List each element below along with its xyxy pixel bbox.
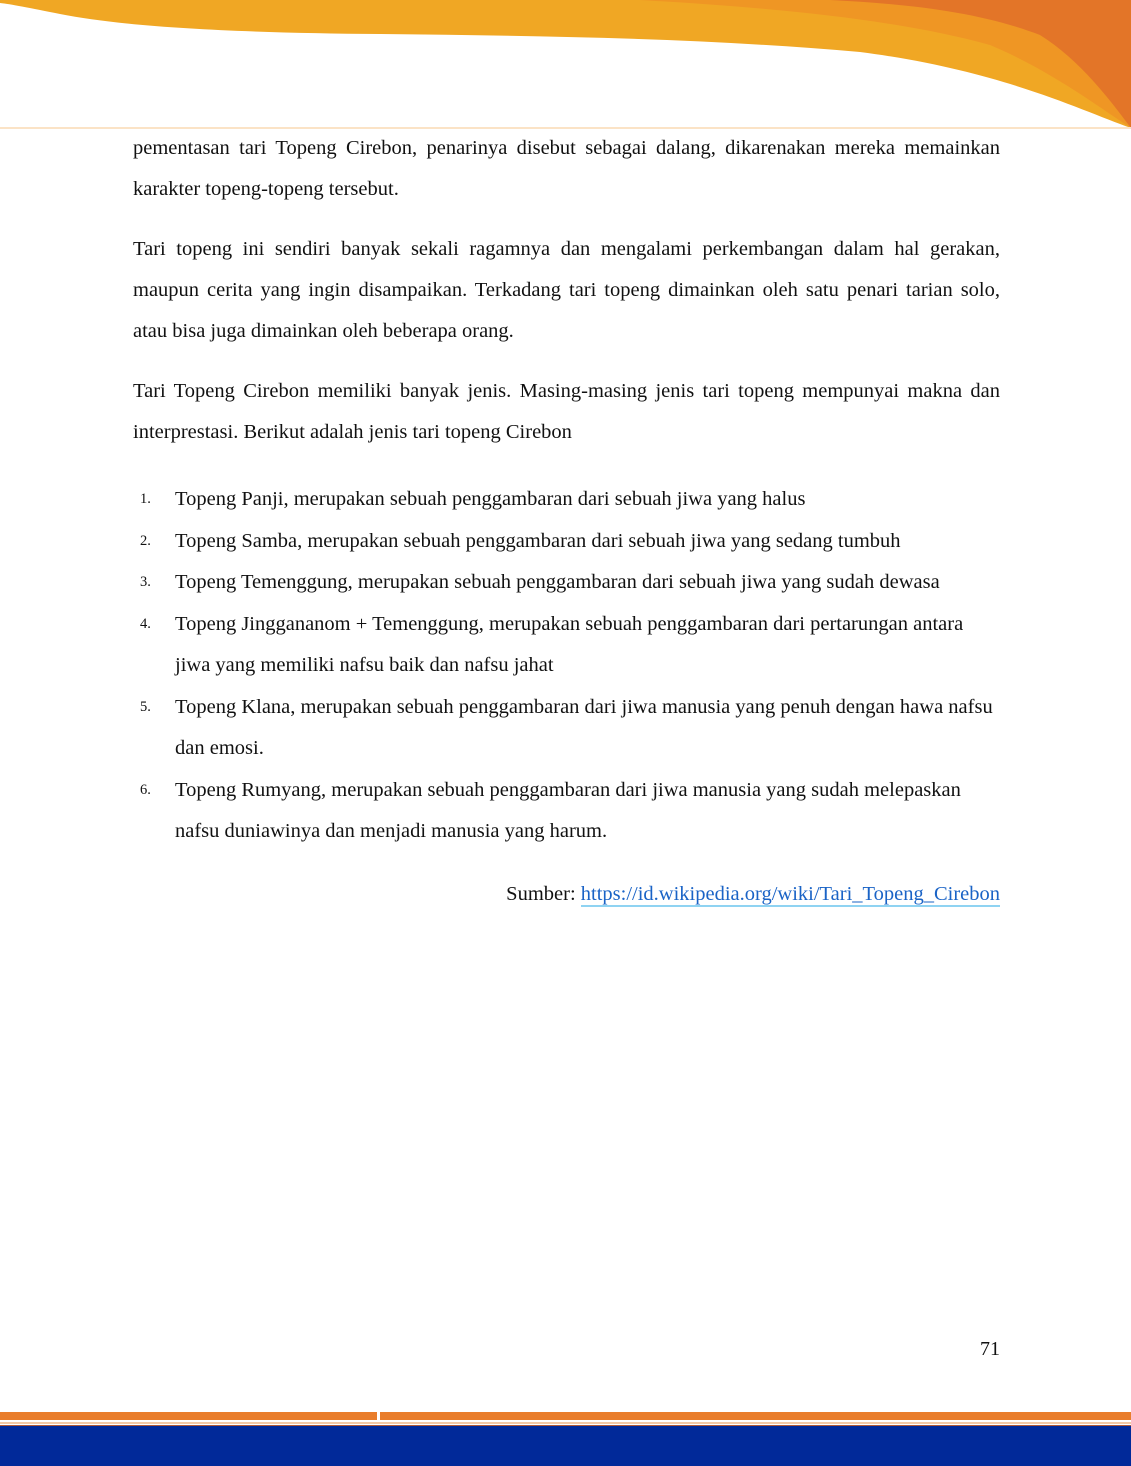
page-number: 71	[980, 1338, 1000, 1360]
list-number: 5.	[140, 698, 151, 715]
list-item-text: Topeng Panji, merupakan sebuah penggambaran dari sebuah jiwa yang halus	[175, 488, 806, 510]
source-citation	[133, 874, 1000, 915]
list-item	[133, 687, 1000, 770]
list-item-text: Topeng Temenggung, merupakan sebuah penggambaran dari sebuah jiwa yang sudah dewasa	[175, 571, 940, 593]
list-item	[133, 479, 1000, 521]
paragraph-1: pementasan tari Topeng Cirebon, penarinya disebut sebagai dalang, dikarenakan mereka memainkan karakter topeng-topeng tersebut.	[133, 137, 1000, 200]
footer-blue-band	[0, 1425, 1131, 1466]
list-number: 2.	[140, 532, 151, 549]
paragraph-2: Tari topeng ini sendiri banyak sekali ragamnya dan mengalami perkembangan dalam hal gerakan, maupun cerita yang ingin disampaikan. Terkadang tari topeng dimainkan oleh satu penari tarian solo, atau bisa juga dimainkan oleh beberapa orang.	[133, 238, 1000, 342]
list-number: 1.	[140, 491, 151, 507]
list-item	[133, 604, 1000, 687]
list-item	[133, 770, 1000, 853]
paragraph-3: Tari Topeng Cirebon memiliki banyak jenis. Masing-masing jenis tari topeng mempunyai makna dan interprestasi. Berikut adalah jenis tari topeng Cirebon	[133, 380, 1000, 443]
list-item-text: Topeng Samba, merupakan sebuah penggambaran dari sebuah jiwa yang sedang tumbuh	[175, 529, 901, 552]
footer-orange-bar-left	[0, 1412, 377, 1420]
list-number: 3.	[140, 574, 151, 590]
list-number: 6.	[140, 781, 151, 798]
footer-orange-bar-right	[380, 1412, 1131, 1420]
source-label: Sumber:	[506, 882, 581, 905]
list-item	[133, 521, 1000, 563]
topeng-types-list	[133, 479, 1000, 853]
list-number: 4.	[140, 615, 151, 632]
header-wave-decoration	[0, 0, 1131, 135]
page-content	[133, 128, 1000, 915]
list-item-text: Topeng Jinggananom + Temenggung, merupakan sebuah penggambaran dari pertarungan antara jiwa yang memiliki nafsu baik dan nafsu jahat	[175, 612, 964, 676]
list-item-text: Topeng Klana, merupakan sebuah penggambaran dari jiwa manusia yang penuh dengan hawa nafsu dan emosi.	[175, 695, 993, 759]
source-link[interactable]: https://id.wikipedia.org/wiki/Tari_Topeng_Cirebon	[580, 882, 1000, 905]
footer-divider	[0, 1422, 1131, 1424]
list-item	[133, 562, 1000, 604]
list-item-text: Topeng Rumyang, merupakan sebuah penggambaran dari jiwa manusia yang sudah melepaskan nafsu duniawinya dan menjadi manusia yang harum.	[175, 778, 961, 842]
